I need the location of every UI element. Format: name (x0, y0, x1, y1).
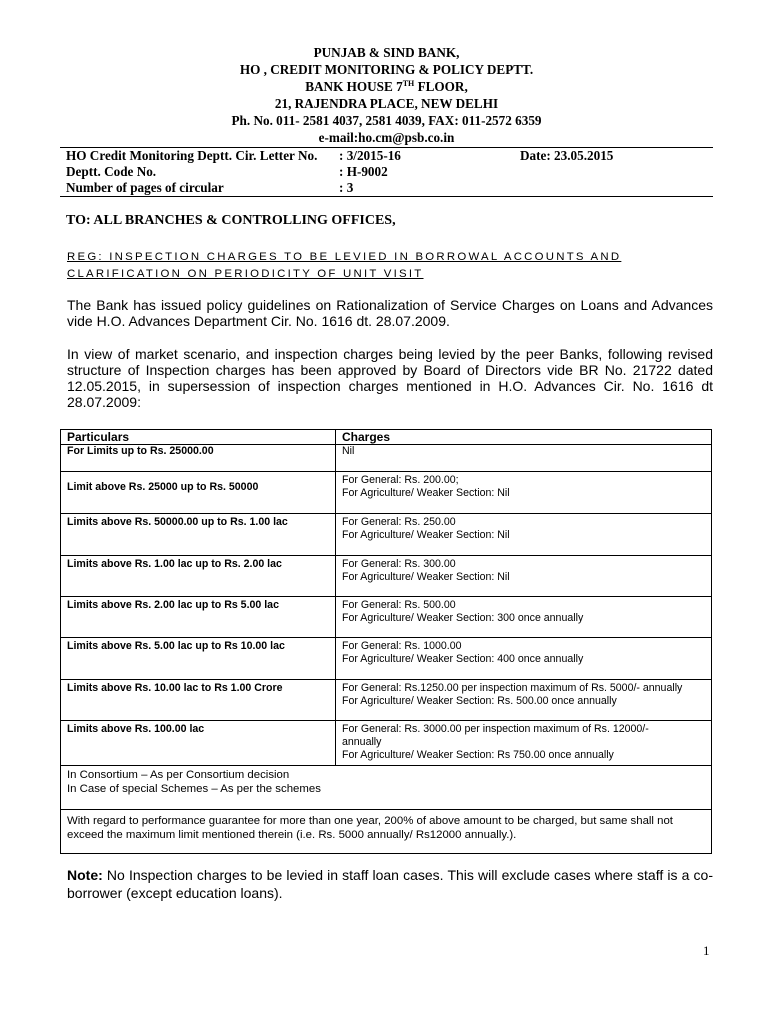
charges-line: For General: Rs. 200.00; (342, 474, 459, 486)
particular-text: Limits above Rs. 100.00 lac (67, 723, 205, 735)
special-schemes-line: In Case of special Schemes – As per the schemes (67, 783, 321, 795)
page-count-value: : 3 (339, 180, 354, 195)
guarantee-note: With regard to performance guarantee for more than one year, 200% of above amount to be charged, but same shall not exceed the maximum limit mentioned therein (i.e. Rs. 5000 annually/ Rs12000 annually.). (67, 815, 673, 841)
inspection-charges-table (60, 429, 712, 854)
particular-cell (61, 445, 336, 472)
particular-cell (61, 721, 336, 766)
note-label: Note: (67, 867, 103, 883)
charges-line: For Agriculture/ Weaker Section: 300 once annually (342, 612, 584, 624)
charges-cell (336, 472, 712, 514)
email-address: e-mail:ho.cm@psb.co.in (318, 130, 455, 145)
address-building-floor: FLOOR, (414, 79, 468, 94)
charges-line: For Agriculture/ Weaker Section: Rs. 500.00 once annually (342, 695, 617, 707)
address-building-superscript: TH (402, 79, 415, 88)
charges-cell (336, 514, 712, 556)
particular-cell (61, 680, 336, 721)
particular-text: Limits above Rs. 5.00 lac up to Rs 10.00 lac (67, 640, 285, 652)
table-header-row (61, 430, 712, 445)
guarantee-row (61, 810, 712, 854)
charges-line: For General: Rs.1250.00 per inspection maximum of Rs. 5000/- annually (342, 682, 683, 694)
department-code-label: Deptt. Code No. (66, 164, 157, 179)
department-code-value: : H-9002 (339, 164, 388, 179)
charges-cell (336, 556, 712, 597)
table-row (61, 472, 712, 514)
table-row (61, 638, 712, 680)
table-row (61, 556, 712, 597)
consortium-line: In Consortium – As per Consortium decision (67, 769, 290, 781)
charges-cell (336, 680, 712, 721)
letter-number-value: : 3/2015-16 (339, 148, 401, 163)
particular-cell (61, 556, 336, 597)
particular-text: Limit above Rs. 25000 up to Rs. 50000 (67, 481, 259, 493)
letter-number-label: HO Credit Monitoring Deptt. Cir. Letter No. (66, 148, 318, 163)
charges-line: For General: Rs. 3000.00 per inspection maximum of Rs. 12000/- (342, 723, 649, 735)
charges-cell (336, 597, 712, 638)
note-text: No Inspection charges to be levied in staff loan cases. This will exclude cases where staff is a co-borrower (except education loans). (67, 867, 713, 901)
page-count-label: Number of pages of circular (66, 180, 224, 195)
letterhead (60, 44, 713, 146)
charges-line: For General: Rs. 300.00 (342, 558, 456, 570)
addressee: TO: ALL BRANCHES & CONTROLLING OFFICES, (66, 213, 396, 228)
charges-cell (336, 721, 712, 766)
address-building (60, 78, 713, 95)
letter-number-row (60, 148, 713, 164)
table-row (61, 721, 712, 766)
particular-cell (61, 514, 336, 556)
particular-cell (61, 472, 336, 514)
bank-name: PUNJAB & SIND BANK, (313, 45, 460, 60)
circular-date: Date: 23.05.2015 (520, 148, 614, 163)
particular-text: Limits above Rs. 50000.00 up to Rs. 1.00 lac (67, 516, 288, 528)
department-code-row (60, 164, 713, 180)
particular-cell (61, 597, 336, 638)
consortium-row (61, 766, 712, 810)
particular-text: Limits above Rs. 10.00 lac to Rs 1.00 Crore (67, 682, 283, 694)
table-row (61, 445, 712, 472)
page-count-row (60, 180, 713, 196)
charges-line: For Agriculture/ Weaker Section: Nil (342, 529, 510, 541)
address-street: 21, RAJENDRA PLACE, NEW DELHI (274, 96, 499, 111)
subject-line: REG: INSPECTION CHARGES TO BE LEVIED IN BORROWAL ACCOUNTS AND CLARIFICATION ON PERIODICITY OF UNIT VISIT (67, 251, 622, 280)
page-number: 1 (703, 943, 710, 958)
particular-text: For Limits up to Rs. 25000.00 (67, 445, 214, 457)
charges-line: For General: Rs. 1000.00 (342, 640, 462, 652)
charges-line: For Agriculture/ Weaker Section: Rs 750.00 once annually (342, 749, 614, 761)
table-row (61, 514, 712, 556)
charges-line: For Agriculture/ Weaker Section: 400 once annually (342, 653, 584, 665)
charges-line: For Agriculture/ Weaker Section: Nil (342, 571, 510, 583)
charges-cell (336, 445, 712, 472)
header-particulars: Particulars (61, 430, 336, 445)
particular-text: Limits above Rs. 1.00 lac up to Rs. 2.00 lac (67, 558, 282, 570)
staff-loan-note (67, 866, 713, 902)
address-building-text: BANK HOUSE 7 (305, 79, 403, 94)
charges-line: annually (342, 736, 382, 748)
charges-line: For General: Rs. 250.00 (342, 516, 456, 528)
particular-cell (61, 638, 336, 680)
table-row (61, 680, 712, 721)
table-row (61, 597, 712, 638)
intro-paragraph: The Bank has issued policy guidelines on Rationalization of Service Charges on Loans and Advances vide H.O. Advances Department Cir. No. 1616 dt. 28.07.2009. (67, 297, 713, 329)
consortium-cell (61, 766, 712, 810)
circular-reference-block (60, 147, 713, 197)
charges-line: Nil (342, 445, 355, 457)
charges-line: For General: Rs. 500.00 (342, 599, 456, 611)
guarantee-cell (61, 810, 712, 854)
charges-cell (336, 638, 712, 680)
phone-fax: Ph. No. 011- 2581 4037, 2581 4039, FAX: 011-2572 6359 (231, 113, 542, 128)
header-charges: Charges (336, 430, 712, 445)
department-name: HO , CREDIT MONITORING & POLICY DEPTT. (239, 62, 534, 77)
particular-text: Limits above Rs. 2.00 lac up to Rs 5.00 lac (67, 599, 279, 611)
revision-paragraph: In view of market scenario, and inspection charges being levied by the peer Banks, following revised structure of Inspection charges has been approved by Board of Directors vide BR No. 21722 dated 12.05.2015, in supersession of inspection charges mentioned in H.O. Advances Cir. No. 1616 dt 28.07.2009: (67, 346, 713, 410)
charges-line: For Agriculture/ Weaker Section: Nil (342, 487, 510, 499)
